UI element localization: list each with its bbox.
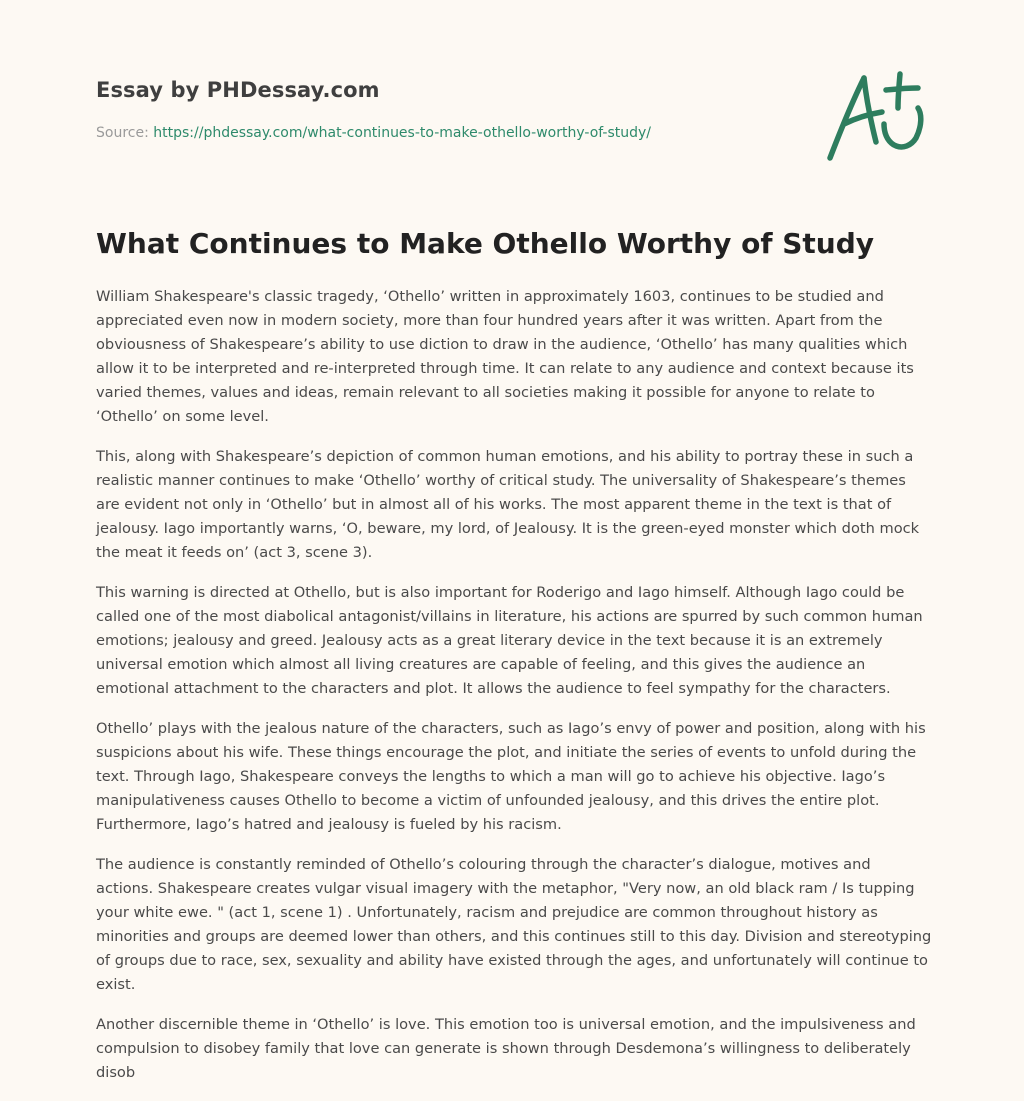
source-line bbox=[96, 125, 651, 141]
plus-horizontal-stroke bbox=[886, 88, 918, 90]
essay-paragraph: This, along with Shakespeare’s depiction of common human emotions, and his ability to portray these in such a realistic manner continues to make ‘Othello’ worthy of critical study. The universality of Shakespeare’s themes are evident not only in ‘Othello’ but in almost all of his works. The most apparent theme in the text is that of jealousy. Iago importantly warns, ‘O, beware, my lord, of Jealousy. It is the green-eyed monster which doth mock the meat it feeds on’ (act 3, scene 3). bbox=[96, 448, 920, 561]
essay-paragraph: The audience is constantly reminded of Othello’s colouring through the character’s dialogue, motives and actions. Shakespeare creates vulgar visual imagery with the metaphor, "Very now, an old black ram / Is tupping your white ewe. " (act 1, scene 1) . Unfortunately, racism and prejudice are common throughout history as minorities and groups are deemed lower than others, and this continues still to this day. Division and stereotyping of groups due to race, sex, sexuality and ability have existed through the ages, and unfortunately will continue to exist. bbox=[96, 856, 932, 993]
site-title: Essay by PHDessay.com bbox=[96, 78, 380, 102]
plus-curl-stroke bbox=[884, 108, 921, 147]
essay-paragraph: William Shakespeare's classic tragedy, ‘Othello’ written in approximately 1603, continues to be studied and appreciated even now in modern society, more than four hundred years after it was written. Apart from the obviousness of Shakespeare’s ability to use diction to draw in the audience, ‘Othello’ has many qualities which allow it to be interpreted and re-interpreted through time. It can relate to any audience and context because its varied themes, values and ideas, remain relevant to all societies making it possible for anyone to relate to ‘Othello’ on some level. bbox=[96, 288, 914, 425]
essay-paragraph: This warning is directed at Othello, but is also important for Roderigo and Iago himself. Although Iago could be called one of the most diabolical antagonist/villains in literature, his actions are spurred by such common human emotions; jealousy and greed. Jealousy acts as a great literary device in the text because it is an extremely universal emotion which almost all living creatures are capable of feeling, and this gives the audience an emotional attachment to the characters and plot. It allows the audience to feel sympathy for the characters. bbox=[96, 584, 923, 697]
essay-paragraph: Another discernible theme in ‘Othello’ is love. This emotion too is universal emotion, and the impulsiveness and compulsion to disobey family that love can generate is shown through Desdemona’s willingness to deliberately disob bbox=[96, 1016, 916, 1081]
essay-title: What Continues to Make Othello Worthy of Study bbox=[96, 227, 875, 260]
essay-body bbox=[96, 285, 932, 1101]
essay-paragraph: Othello’ plays with the jealous nature of the characters, such as Iago’s envy of power and position, along with his suspicions about his wife. These things encourage the plot, and initiate the series of events to unfold during the text. Through Iago, Shakespeare conveys the lengths to which a man will go to achieve his objective. Iago’s manipulativeness causes Othello to become a victim of unfounded jealousy, and this drives the entire plot. Furthermore, Iago’s hatred and jealousy is fueled by his racism. bbox=[96, 720, 926, 833]
source-label: Source: bbox=[96, 125, 149, 141]
a-plus-strokes bbox=[830, 74, 921, 158]
a-plus-grade-icon bbox=[826, 68, 926, 164]
a-letter-right-stroke bbox=[864, 78, 876, 142]
source-link[interactable]: https://phdessay.com/what-continues-to-make-othello-worthy-of-study/ bbox=[153, 125, 652, 141]
